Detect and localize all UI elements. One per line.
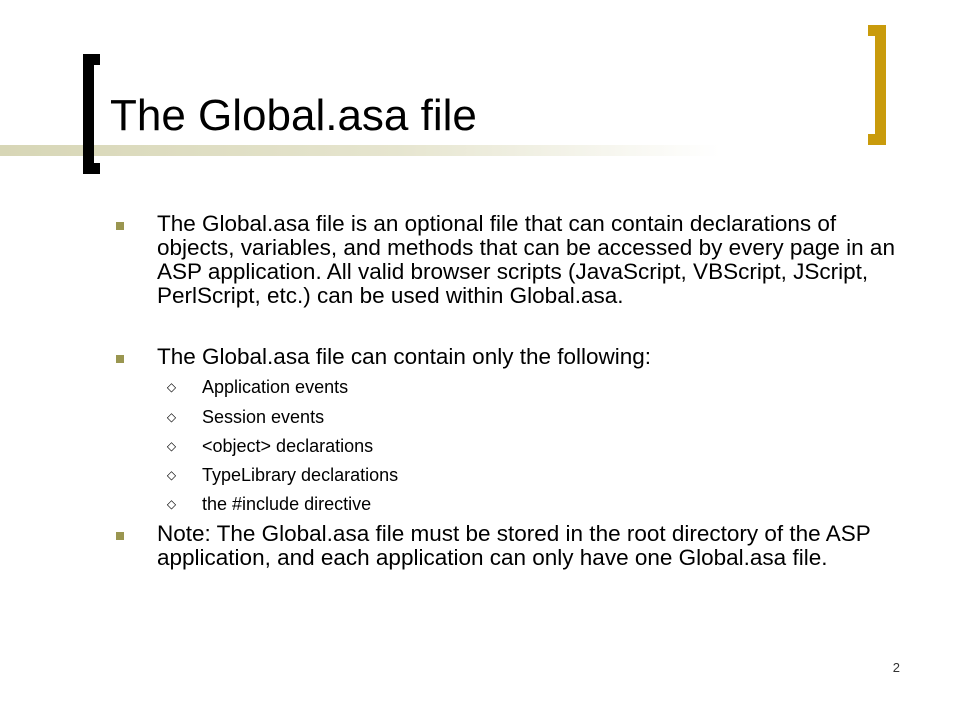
sub-bullet-text: the #include directive: [202, 494, 372, 514]
diamond-bullet-icon: ◇: [166, 468, 177, 482]
sub-bullet-text: Application events: [202, 377, 349, 397]
page-number: 2: [892, 660, 900, 675]
diamond-bullet-icon: ◇: [166, 439, 177, 453]
right-bracket-decoration: [868, 25, 886, 145]
sub-bullet-text: Session events: [202, 407, 325, 427]
sub-bullet-text: <object> declarations: [202, 436, 374, 456]
bullet-text: The Global.asa file can contain only the following:: [157, 344, 652, 369]
square-bullet-icon: [116, 355, 124, 363]
bullet-text: The Global.asa file is an optional file that can contain declarations of objects, variables, and methods that can be accessed by every page in an ASP application. All valid browser scripts (JavaScript, VBScript, JScript, PerlScript, etc.) can be used within Global.asa.: [157, 211, 895, 308]
diamond-bullet-icon: ◇: [166, 380, 177, 394]
slide-title: The Global.asa file: [110, 91, 477, 140]
diamond-bullet-icon: ◇: [166, 497, 177, 511]
bullet-text: Note: The Global.asa file must be stored in the root directory of the ASP application, and each application can only have one Global.asa file.: [157, 521, 871, 570]
square-bullet-icon: [116, 532, 124, 540]
diamond-bullet-icon: ◇: [166, 410, 177, 424]
square-bullet-icon: [116, 222, 124, 230]
sub-bullet-text: TypeLibrary declarations: [202, 465, 399, 485]
left-bracket-decoration: [83, 54, 100, 174]
title-underline-bar: [0, 145, 720, 156]
